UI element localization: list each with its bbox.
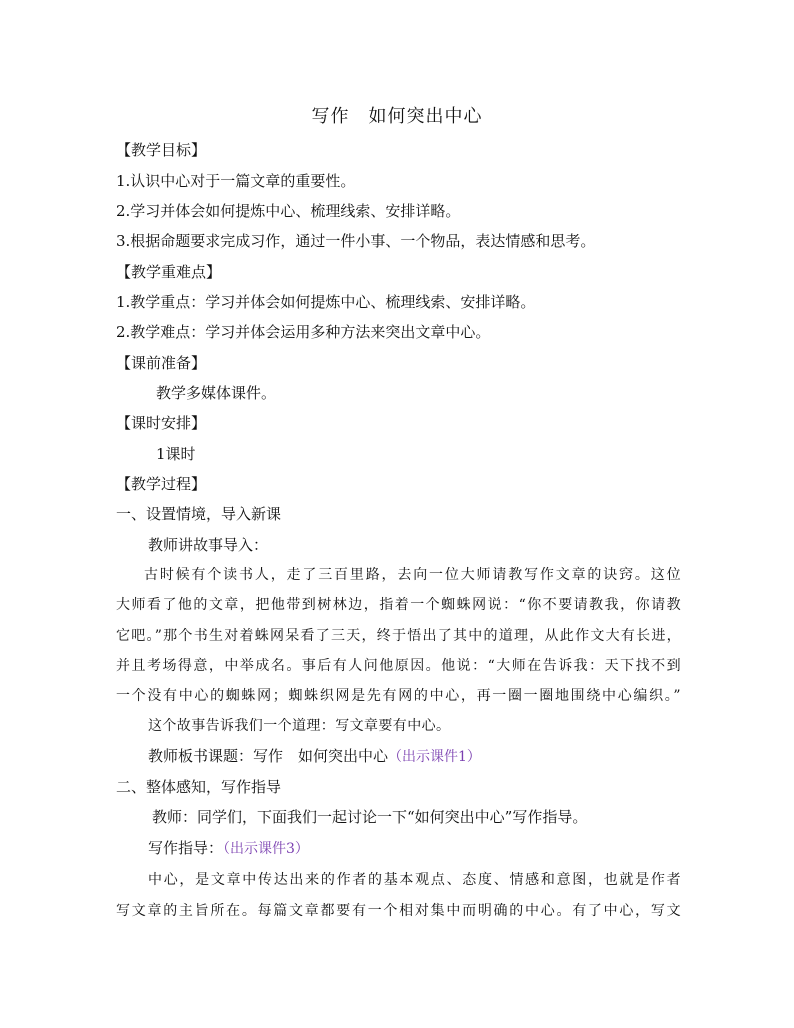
prep-heading: 【课前准备】: [116, 354, 207, 372]
story-line: 它吧。”那个书生对着蛛网呆看了三天，终于悟出了其中的道理，从此作文大有长进，: [116, 628, 681, 644]
keypoint-item: 2.教学难点：学习并体会运用多种方法来突出文章中心。: [116, 323, 491, 341]
story-intro: 教师讲故事导入：: [148, 536, 269, 554]
guide-label: 写作指导：: [148, 839, 224, 857]
part1-heading: 一、设置情境，导入新课: [116, 505, 282, 523]
document-title: 写作 如何突出中心: [311, 106, 483, 127]
keypoint-item: 1.教学重点：学习并体会如何提炼中心、梳理线索、安排详略。: [116, 293, 536, 311]
story-line: 一个没有中心的蜘蛛网；蜘蛛织网是先有网的中心，再一圈一圈地围绕中心编织。”: [116, 688, 681, 704]
objective-item: 2.学习并体会如何提炼中心、梳理线索、安排详略。: [116, 202, 461, 220]
slide-note: （出示课件3）: [223, 841, 309, 857]
objective-item: 3.根据命题要求完成习作，通过一件小事、一个物品，表达情感和思考。: [116, 232, 596, 250]
story-moral: 这个故事告诉我们一个道理：写文章要有中心。: [148, 718, 451, 734]
objective-item: 1.认识中心对于一篇文章的重要性。: [116, 172, 356, 190]
guide-text-line: 中心，是文章中传达出来的作者的基本观点、态度、情感和意图，也就是作者: [148, 872, 681, 888]
guide-line: [148, 838, 713, 859]
schedule-heading: 【课时安排】: [116, 414, 207, 432]
prep-text: 教学多媒体课件。: [156, 384, 277, 402]
process-heading: 【教学过程】: [116, 475, 207, 493]
keypoints-heading: 【教学重难点】: [116, 263, 222, 281]
guide-text-line: 写文章的主旨所在。每篇文章都要有一个相对集中而明确的中心。有了中心，写文: [116, 903, 681, 919]
schedule-text: 1课时: [156, 445, 196, 463]
story-line: 大师看了他的文章，把他带到树林边，指着一个蜘蛛网说：“你不要请教我，你请教: [116, 597, 681, 613]
board-title-line: [148, 746, 713, 767]
part2-heading: 二、整体感知，写作指导: [116, 778, 282, 796]
story-line: 并且考场得意，中举成名。事后有人问他原因。他说：“大师在告诉我：天下找不到: [116, 658, 681, 674]
objectives-heading: 【教学目标】: [116, 141, 207, 159]
teacher-line: 教师：同学们，下面我们一起讨论一下“如何突出中心”写作指导。: [152, 808, 588, 826]
slide-note: （出示课件1）: [388, 749, 481, 765]
story-line: 古时候有个读书人，走了三百里路，去向一位大师请教写作文章的诀窍。这位: [144, 567, 681, 583]
board-title: 教师板书课题：写作 如何突出中心: [148, 747, 389, 765]
